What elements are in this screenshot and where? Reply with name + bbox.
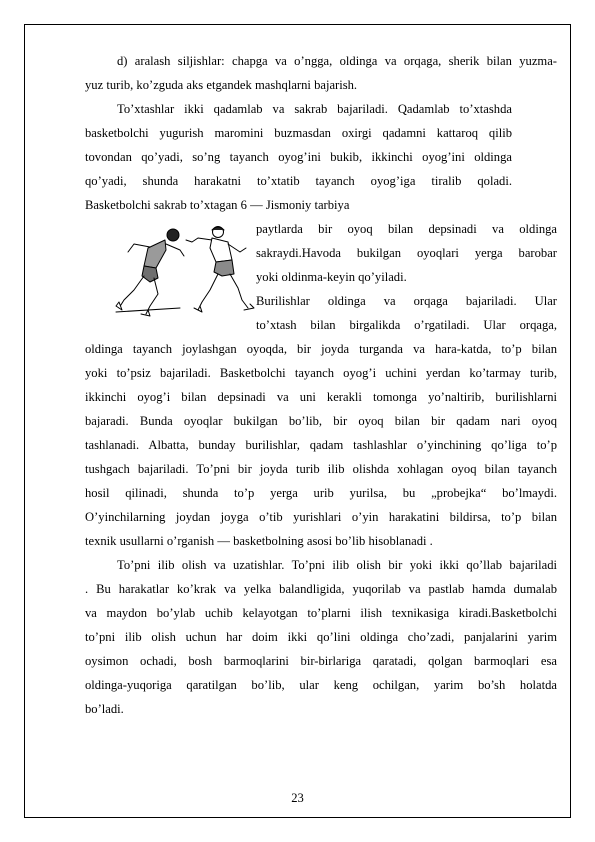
right-player-arm-right <box>228 244 246 252</box>
text-line: oldinga-yuqoriga qaratilgan bo’lib, ular keng ochilgan, yarim bo’sh holatda <box>85 678 557 692</box>
text-line: bo’ladi. <box>85 702 124 716</box>
left-player-leg-back <box>119 276 144 308</box>
text-line: yuz turib, ko’zguda aks etgandek mashqlarni bajarish. <box>85 78 358 92</box>
right-player-leg-left <box>198 274 218 310</box>
text-line: O’yinchilarning joydan joyga o’tib yurishlari o’yin harakatini bildirsa, to’p bilan <box>85 510 557 524</box>
text-line: bajaradi. Bunda oyoqlar bukilgan bo’lib, bir oyoq bilan bir qadam nari oyoq <box>85 414 557 428</box>
page-number: 23 <box>291 791 304 805</box>
right-player-arm-left <box>186 238 212 242</box>
text-line: tovondan qo’yadi, so’ng tayanch oyog’ini bukib, ikkinchi oyog’ini oldinga <box>85 150 512 164</box>
left-player-foot-front <box>141 310 150 316</box>
text-line: To’pni ilib olish va uzatishlar. To’pni ilib olish bir yoki ikki qo’llab bajariladi <box>117 558 557 572</box>
text-line: oldinga tayanch joylashgan oyoqda, bir joyda turganda va hara-katda, to’p bilan <box>85 342 557 356</box>
left-player-arm-front <box>166 244 184 256</box>
text-line: d) aralash siljishlar: chapga va o’ngga, oldinga va orqaga, sherik bilan yuzma- <box>117 54 557 68</box>
text-line: va maydon bo’ylab uchib kelayotgan to’plarni ilish texnikasiga kiradi.Basketbolchi <box>85 606 557 620</box>
text-line: basketbolchi yugurish maromini buzmasdan oxirgi qadamni kattaroq qilib <box>85 126 512 140</box>
text-line: to’pni ilib olish uchun har doim ikki qo’lini oldinga cho’zadi, panjalarini yarim <box>85 630 557 644</box>
left-player-shorts <box>142 266 158 282</box>
text-line: hosil qilinadi, shunda to’p yerga urib yurilsa, bu „probejka“ bo’lmaydi. <box>85 486 557 500</box>
text-line: . Bu harakatlar ko’krak va yelka balandligida, yuqorilab va pastlab hamda dumalab <box>85 582 557 596</box>
text-line: yoki to’psiz bajariladi. Basketbolchi tayanch oyog’i uchini yerdan ko’tarmay turib, <box>85 366 557 380</box>
text-line: tushgach bajariladi. To’pni bir joyda turib ilib olishda xohlagan oyoq bilan tayanch <box>85 462 557 476</box>
text-line: Burilishlar oldinga va orqaga bajariladi. Ular <box>256 294 557 308</box>
text-line: texnik usullarni o’rganish — basketbolning asosi bo’lib hisoblanadi . <box>85 534 433 548</box>
left-player-foot-back <box>116 302 122 310</box>
text-line: Basketbolchi sakrab to’xtagan 6 — Jismoniy tarbiya <box>85 198 350 212</box>
right-player-shorts <box>214 260 234 276</box>
right-player-hair <box>212 227 224 230</box>
text-line: sakraydi.Havoda bukilgan oyoqlari yerga barobar <box>256 246 557 260</box>
left-player-head <box>167 229 179 241</box>
text-line: to’xtash bilan birgalikda o’rgatiladi. Ular orqaga, <box>256 318 557 332</box>
left-player-torso <box>144 240 166 268</box>
text-line: yoki oldinma-keyin qo’yiladi. <box>256 270 407 284</box>
left-player-leg-front <box>146 278 158 314</box>
text-line: tashlanadi. Albatta, bunday burilishlar, qadam tashlashlar o’yinchining qo’liga to’p <box>85 438 557 452</box>
right-player-leg-right <box>230 274 248 308</box>
text-line: oysimon ochadi, bosh barmoqlarini bir-birlariga qaratadi, qolgan barmoqlari esa <box>85 654 557 668</box>
basketball-players-illustration <box>110 222 258 322</box>
right-player-torso <box>210 238 232 262</box>
text-line: qo’yadi, shunda harakatni to’xtatib tayanch oyog’iga tiralib qoladi. <box>85 174 512 188</box>
text-line: To’xtashlar ikki qadamlab va sakrab bajariladi. Qadamlab to’xtashda <box>117 102 512 116</box>
text-line: ikkinchi oyog’i bilan depsinadi va uni kerakli tomonga yo’naltirib, burilishlarni <box>85 390 557 404</box>
text-line: paytlarda bir oyoq bilan depsinadi va oldinga <box>256 222 557 236</box>
left-player-arm-back <box>128 244 150 252</box>
